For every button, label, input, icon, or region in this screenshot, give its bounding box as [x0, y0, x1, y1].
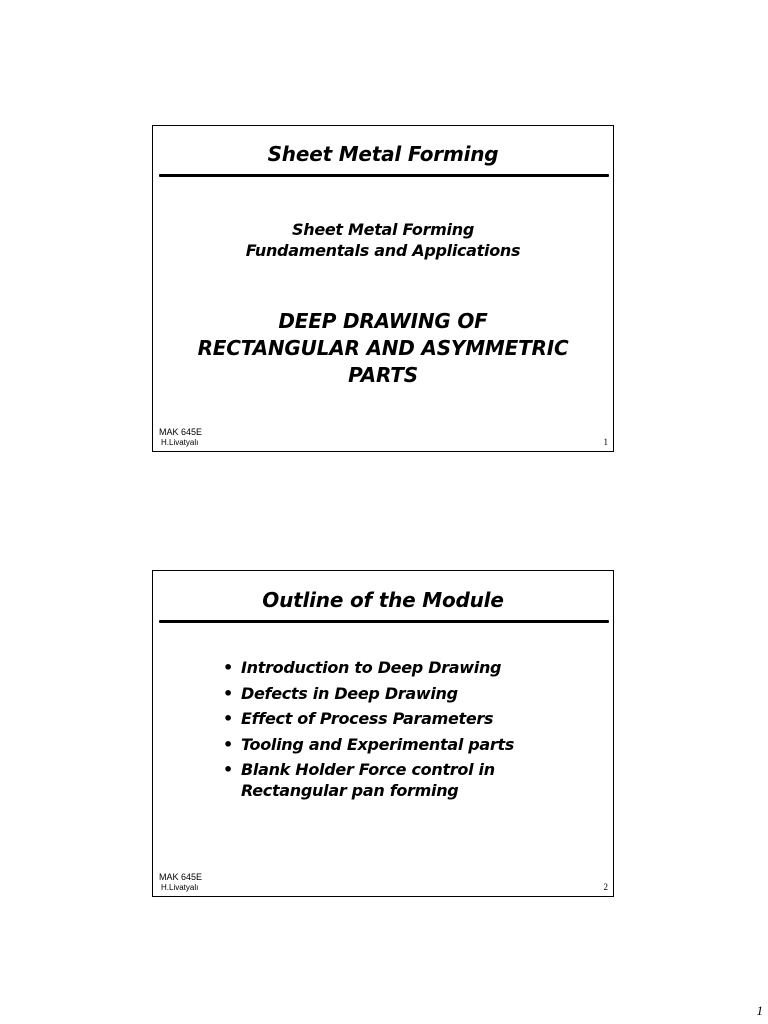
bullet-icon: • [223, 658, 233, 677]
subtitle-line-1: Sheet Metal Forming [292, 220, 474, 239]
list-item [223, 735, 514, 756]
slide-number: 1 [603, 437, 608, 447]
list-item [223, 684, 514, 705]
list-item-text: Introduction to Deep Drawing [241, 658, 502, 677]
footer-course-code: MAK 645E [159, 872, 203, 882]
title-underline [159, 174, 609, 177]
slide-title: Sheet Metal Forming [267, 142, 499, 166]
list-item [223, 760, 514, 801]
list-item-text: Tooling and Experimental parts [241, 734, 515, 754]
list-item-text: Effect of Process Parameters [241, 709, 494, 728]
footer-course-code: MAK 645E [159, 427, 203, 437]
bullet-icon: • [223, 709, 233, 728]
footer-author: H.Livatyalı [161, 883, 199, 892]
list-item-text-continued: Rectangular pan forming [241, 780, 459, 800]
outline-list [223, 658, 514, 806]
list-item [223, 658, 514, 679]
main-heading-line-1: DEEP DRAWING OF [278, 309, 488, 333]
page-number: 1 [756, 1003, 763, 1018]
list-item-text: Defects in Deep Drawing [241, 683, 458, 703]
slide-1 [152, 125, 614, 452]
slide-number: 2 [603, 882, 608, 892]
subtitle-line-2: Fundamentals and Applications [245, 241, 521, 260]
list-item [223, 709, 514, 730]
list-item-text: Blank Holder Force control in [241, 760, 495, 779]
footer-author: H.Livatyalı [161, 438, 199, 447]
slide-2 [152, 570, 614, 897]
bullet-icon: • [223, 760, 233, 779]
main-heading-line-3: PARTS [348, 363, 418, 387]
title-underline [159, 620, 609, 623]
bullet-icon: • [223, 683, 233, 703]
main-heading-line-2: RECTANGULAR AND ASYMMETRIC [197, 336, 569, 360]
slide-title: Outline of the Module [262, 588, 504, 612]
bullet-icon: • [223, 734, 233, 754]
